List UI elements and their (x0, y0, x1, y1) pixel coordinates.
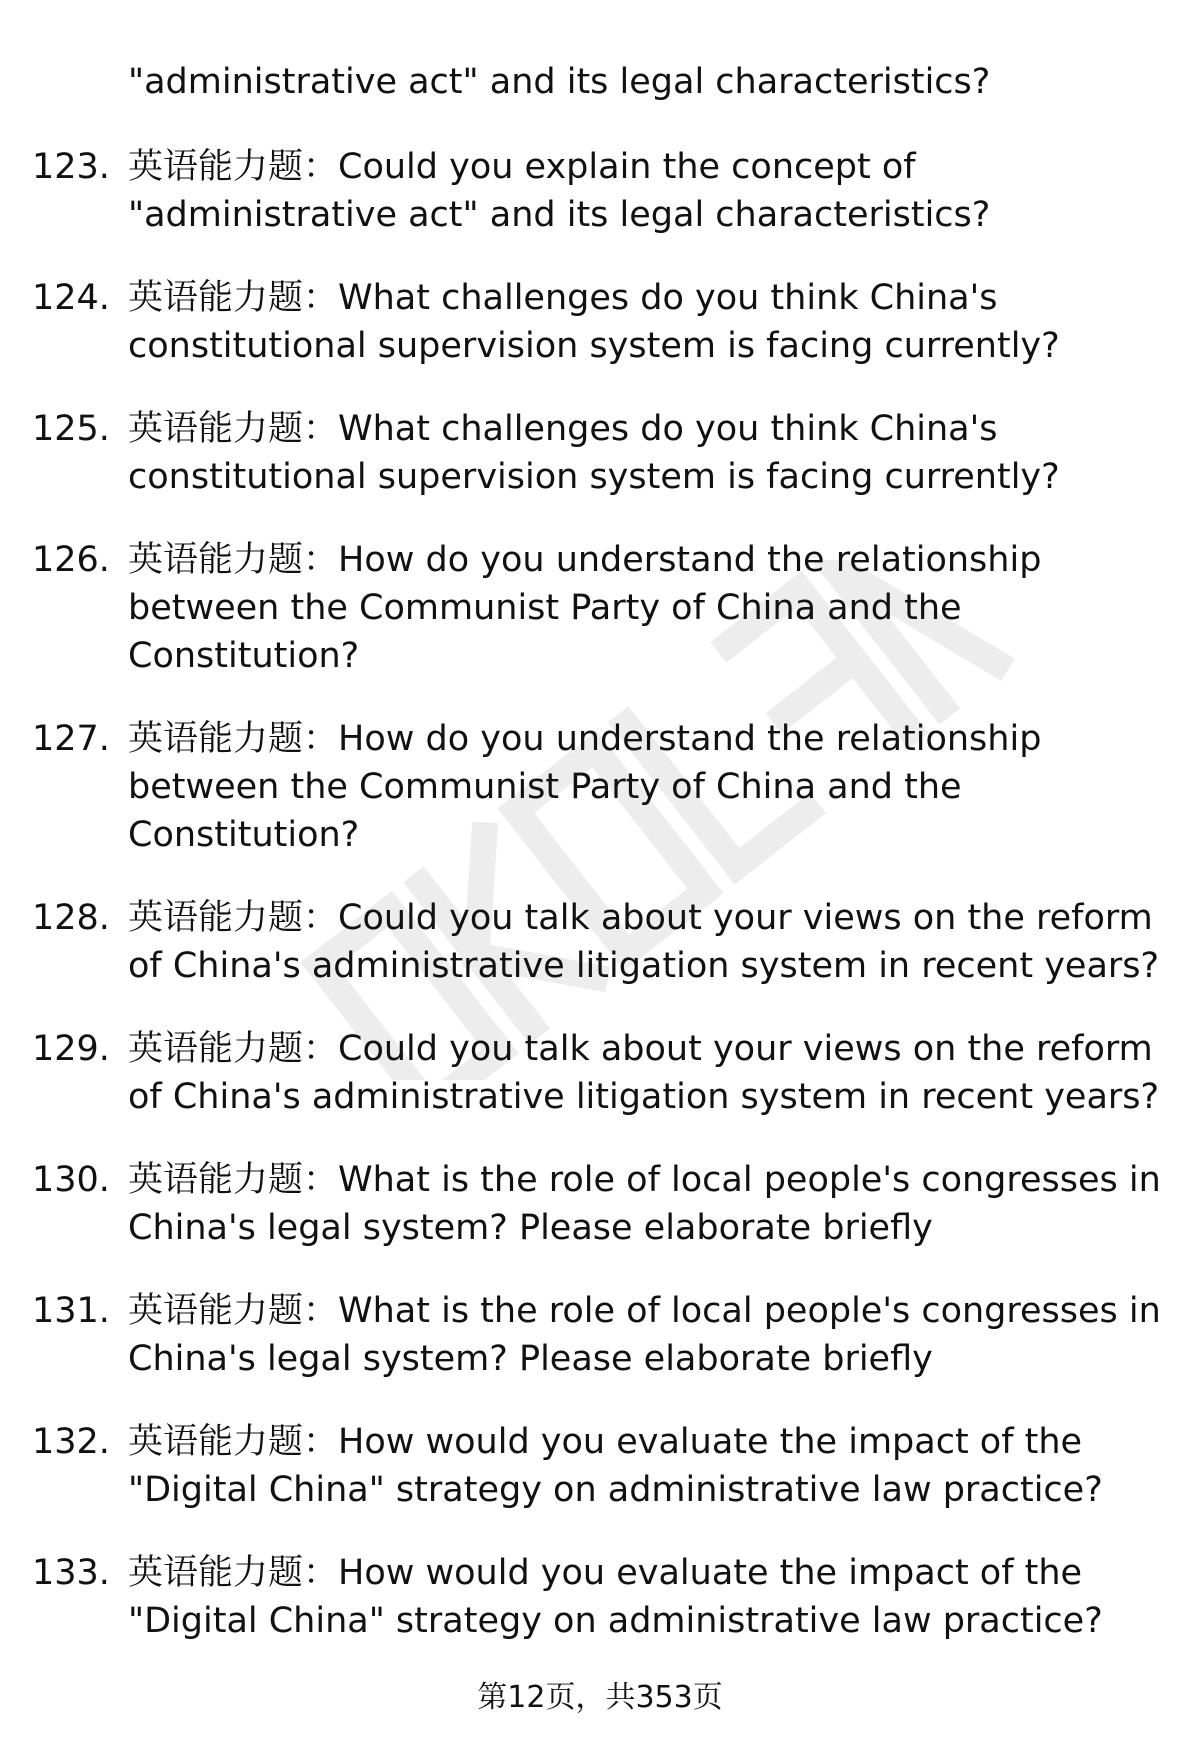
question-text (128, 715, 1178, 859)
question-line: Constitution? (128, 636, 360, 676)
question-item (0, 536, 1200, 680)
question-item (0, 1156, 1200, 1252)
question-line: China's legal system? Please elaborate briefly (128, 1339, 933, 1379)
question-item (0, 1418, 1200, 1514)
question-item (0, 715, 1200, 859)
question-line: between the Communist Party of China and the (128, 588, 962, 628)
question-text (128, 1025, 1178, 1121)
question-item (0, 1025, 1200, 1121)
question-line-text: Could you explain the concept of (338, 147, 916, 187)
question-label: 英语能力题： (128, 540, 339, 580)
question-line: constitutional supervision system is facing currently? (128, 457, 1060, 497)
question-label: 英语能力题： (128, 1422, 339, 1462)
question-line (128, 143, 1178, 191)
question-number: 123. (32, 147, 110, 187)
question-text (128, 894, 1178, 990)
question-line: of China's administrative litigation system in recent years? (128, 946, 1160, 986)
question-text (128, 1287, 1178, 1383)
question-line: "Digital China" strategy on administrative law practice? (128, 1470, 1103, 1510)
question-number: 130. (32, 1160, 110, 1200)
question-line (128, 536, 1178, 584)
question-label: 英语能力题： (128, 147, 339, 187)
question-number: 127. (32, 719, 110, 759)
question-label: 英语能力题： (128, 719, 339, 759)
question-label: 英语能力题： (128, 1291, 339, 1331)
question-label: 英语能力题： (128, 1160, 339, 1200)
question-label: 英语能力题： (128, 898, 339, 938)
page-footer: 第12页，共353页 (477, 1680, 723, 1715)
question-text (128, 1549, 1178, 1645)
question-line: China's legal system? Please elaborate briefly (128, 1208, 933, 1248)
question-number: 129. (32, 1029, 110, 1069)
question-text (128, 1156, 1178, 1252)
question-line (128, 405, 1178, 453)
question-line (128, 1287, 1178, 1335)
question-line: "administrative act" and its legal characteristics? (128, 195, 991, 235)
question-item (0, 274, 1200, 370)
question-label: 英语能力题： (128, 278, 339, 318)
question-line: Constitution? (128, 815, 360, 855)
question-line: "Digital China" strategy on administrative law practice? (128, 1601, 1103, 1641)
question-item (0, 1549, 1200, 1645)
question-line-text: How do you understand the relationship (338, 719, 1042, 759)
question-line-text: What challenges do you think China's (338, 278, 998, 318)
question-number: 128. (32, 898, 110, 938)
question-text (128, 143, 1178, 239)
question-line (128, 1156, 1178, 1204)
question-line (128, 1549, 1178, 1597)
question-line (128, 1025, 1178, 1073)
question-line-text: What challenges do you think China's (338, 409, 998, 449)
question-number: 133. (32, 1553, 110, 1593)
question-text (128, 405, 1178, 501)
question-number: 124. (32, 278, 110, 318)
question-label: 英语能力题： (128, 1553, 339, 1593)
question-item (0, 1287, 1200, 1383)
question-line-text: What is the role of local people's congresses in (338, 1291, 1161, 1331)
question-line (128, 715, 1178, 763)
question-number: 132. (32, 1422, 110, 1462)
continuation-line: "administrative act" and its legal characteristics? (128, 62, 991, 102)
question-line (128, 894, 1178, 942)
question-label: 英语能力题： (128, 409, 339, 449)
question-text (128, 274, 1178, 370)
question-number: 125. (32, 409, 110, 449)
question-item (0, 143, 1200, 239)
question-line: between the Communist Party of China and the (128, 767, 962, 807)
question-line-text: What is the role of local people's congresses in (338, 1160, 1161, 1200)
question-item (0, 405, 1200, 501)
question-item (0, 894, 1200, 990)
question-label: 英语能力题： (128, 1029, 339, 1069)
question-line (128, 1418, 1178, 1466)
question-text (128, 1418, 1178, 1514)
question-text (128, 536, 1178, 680)
question-number: 131. (32, 1291, 110, 1331)
question-number: 126. (32, 540, 110, 580)
question-line: of China's administrative litigation system in recent years? (128, 1077, 1160, 1117)
question-line-text: Could you talk about your views on the reform (338, 898, 1153, 938)
question-line (128, 274, 1178, 322)
question-line-text: How do you understand the relationship (338, 540, 1042, 580)
question-list (0, 143, 1200, 1680)
question-line-text: Could you talk about your views on the reform (338, 1029, 1153, 1069)
question-line: constitutional supervision system is facing currently? (128, 326, 1060, 366)
question-line-text: How would you evaluate the impact of the (338, 1553, 1083, 1593)
question-line-text: How would you evaluate the impact of the (338, 1422, 1083, 1462)
